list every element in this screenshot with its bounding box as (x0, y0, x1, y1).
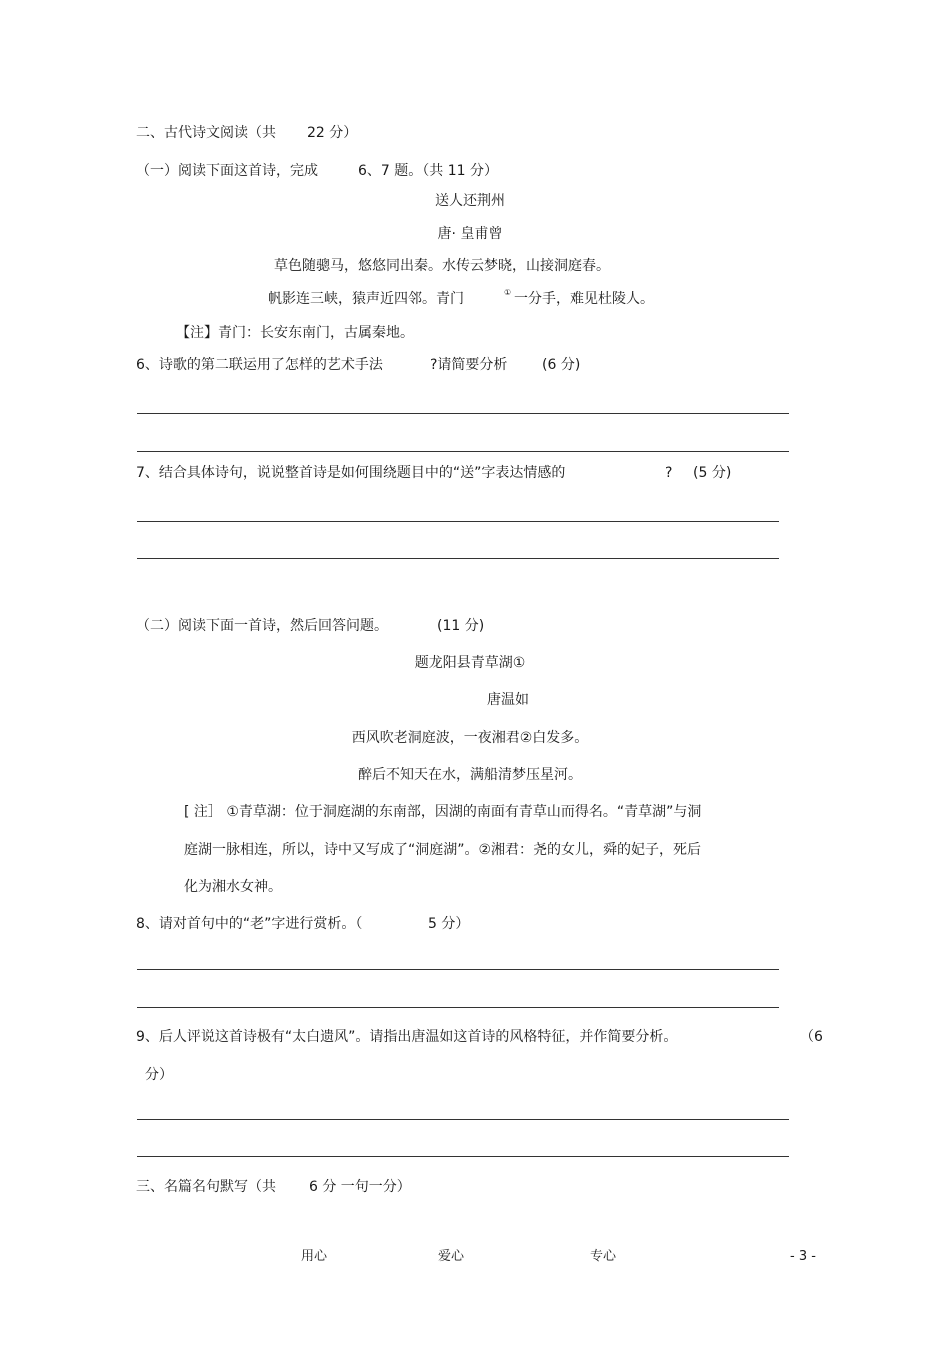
answer-line[interactable] (137, 1156, 789, 1157)
answer-line[interactable] (137, 558, 779, 559)
poem-title: 送人还荆州 (435, 193, 505, 209)
poem-line: 西风吹老洞庭波，一夜湘君②白发多。 (351, 730, 589, 746)
poem-line: 帆影连三峡，猿声近四邻。青门 (268, 291, 464, 307)
answer-line[interactable] (137, 451, 789, 452)
poem-note: 化为湘水女神。 (184, 879, 282, 895)
question-7: 7、结合具体诗句，说说整首诗是如何围绕题目中的“送”字表达情感的 (136, 465, 566, 481)
page-number: - 3 - (790, 1249, 816, 1264)
poem-line: 一分手，难见杜陵人。 (514, 291, 654, 307)
footer-word: 用心 (301, 1249, 328, 1264)
question-6-tail: ?请简要分析 (430, 357, 508, 373)
part-points: (11 分) (437, 618, 485, 634)
question-8: 8、请对首句中的“老”字进行赏析。（ (136, 916, 363, 932)
poem-note: [ 注］ ①青草湖：位于洞庭湖的东南部，因湖的南面有青草山而得名。“青草湖”与洞 (184, 804, 702, 820)
answer-line[interactable] (137, 1119, 789, 1120)
poem-note: 庭湖一脉相连，所以，诗中又写成了“洞庭湖”。②湘君：尧的女儿，舜的妃子，死后 (184, 842, 702, 858)
poem-line: 醉后不知天在水，满船清梦压星河。 (358, 767, 582, 783)
question-7-mark: ? (665, 465, 673, 481)
answer-line[interactable] (137, 969, 779, 970)
question-6: 6、诗歌的第二联运用了怎样的艺术手法 (136, 357, 383, 373)
answer-line[interactable] (137, 413, 789, 414)
question-9-points: （6 (800, 1029, 823, 1045)
poem-note: 【注】青门：长安东南门，古属秦地。 (176, 325, 414, 341)
part-intro: （二）阅读下面一首诗，然后回答问题。 (136, 618, 388, 634)
poem-author: 唐温如 (487, 692, 529, 708)
answer-line[interactable] (137, 521, 779, 522)
poem-line: 草色随骢马，悠悠同出秦。水传云梦晓，山接洞庭春。 (274, 258, 610, 274)
poem-title: 题龙阳县青草湖① (414, 655, 526, 671)
part-intro: （一）阅读下面这首诗，完成 (136, 163, 318, 179)
footer-word: 专心 (590, 1249, 617, 1264)
question-7-points: (5 分) (693, 465, 732, 481)
part-intro-questions: 6、7 题。（共 11 分） (358, 163, 498, 179)
footnote-marker: ① (504, 288, 512, 297)
poem-author: 唐· 皇甫曾 (437, 226, 503, 242)
question-9-points-tail: 分） (145, 1067, 173, 1083)
footer-word: 爱心 (438, 1249, 465, 1264)
section-points: 22 分） (307, 125, 358, 141)
section-heading: 二、古代诗文阅读（共 (136, 125, 276, 141)
answer-line[interactable] (137, 1007, 779, 1008)
question-8-points: 5 分） (428, 916, 470, 932)
question-9: 9、后人评说这首诗极有“太白遗风”。请指出唐温如这首诗的风格特征，并作简要分析。 (136, 1029, 678, 1045)
section-points: 6 分 一句一分） (309, 1179, 411, 1195)
question-6-points: (6 分) (542, 357, 581, 373)
section-heading: 三、名篇名句默写（共 (136, 1179, 276, 1195)
